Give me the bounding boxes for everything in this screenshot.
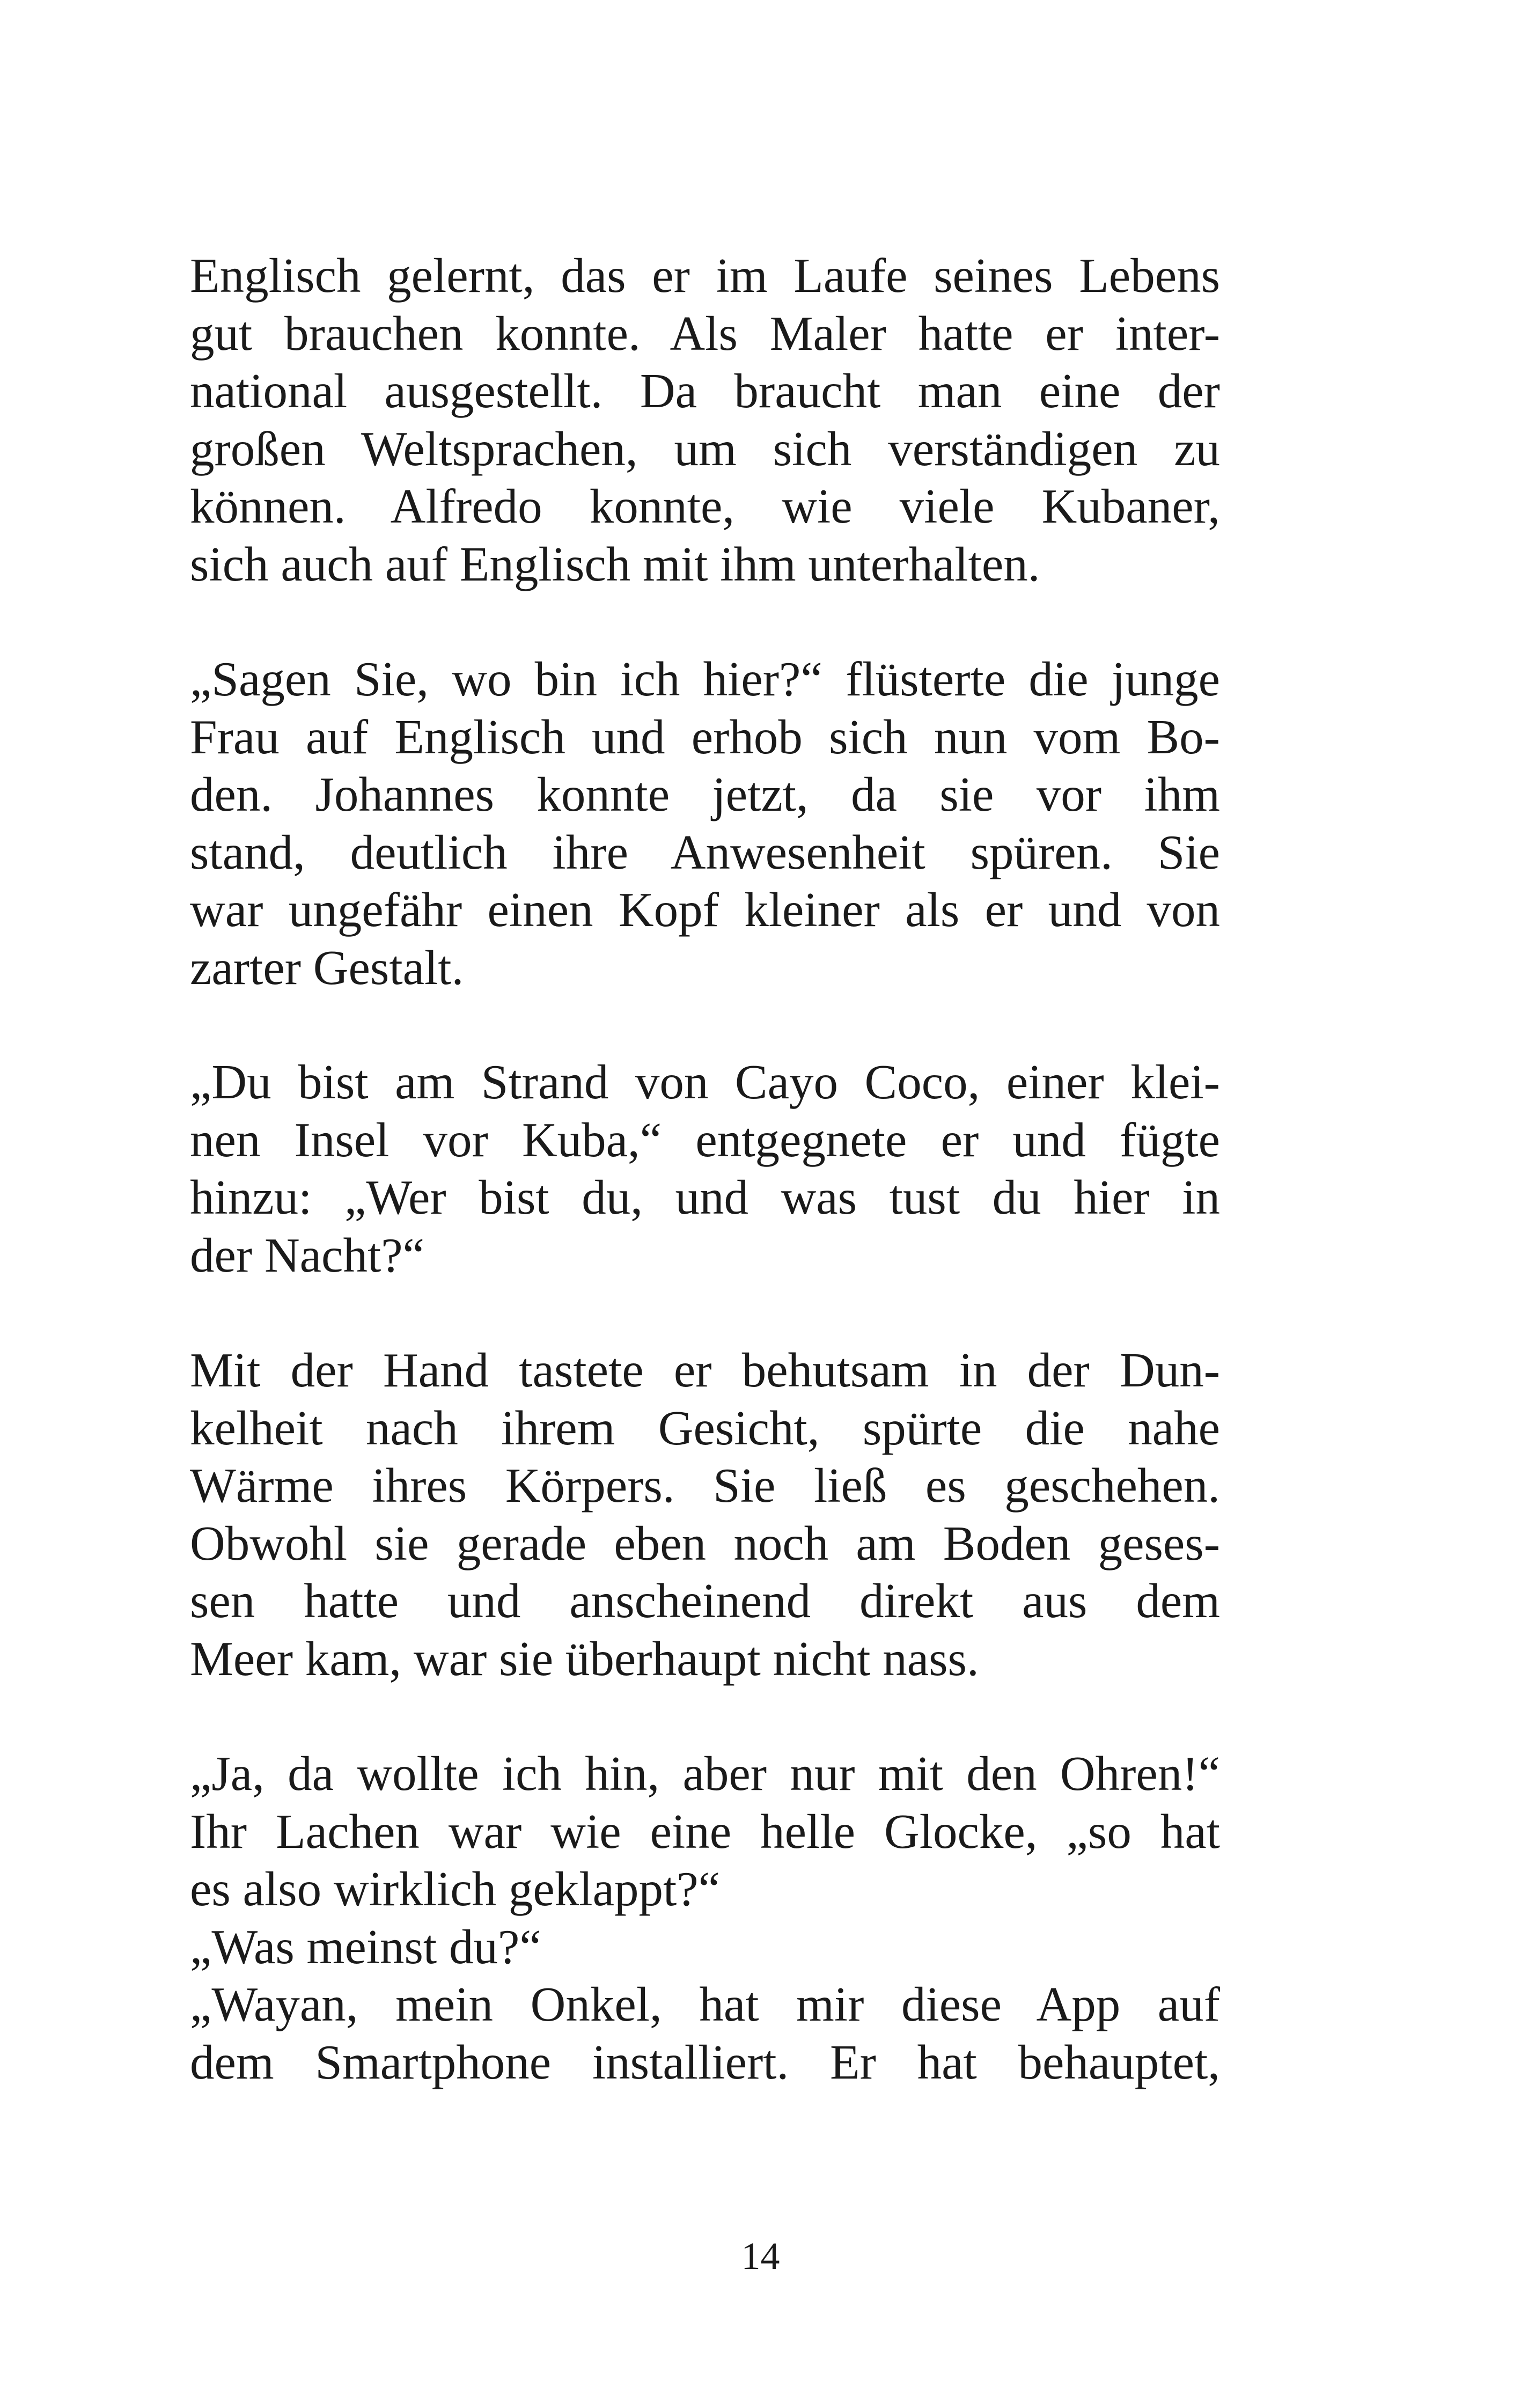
text-line: Obwohl sie gerade eben noch am Boden geses- [190,1516,1220,1570]
text-line: Meer kam, war sie überhaupt nicht nass. [190,1631,979,1686]
text-line: großen Weltsprachen, um sich verständigen zu [190,421,1220,476]
paragraph-1 [190,247,1220,593]
text-line: war ungefähr einen Kopf kleiner als er und von [190,883,1220,937]
text-line: es also wirklich geklappt?“ [190,1862,721,1916]
text-line: „Wayan, mein Onkel, hat mir diese App auf [190,1977,1220,2031]
paragraph-2 [190,650,1220,996]
text-line: nen Insel vor Kuba,“ entgegnete er und fügte [190,1112,1220,1167]
text-line: gut brauchen konnte. Als Maler hatte er inter- [190,306,1220,361]
page-number: 14 [741,2235,780,2278]
text-line: national ausgestellt. Da braucht man eine der [190,364,1220,418]
text-line: stand, deutlich ihre Anwesenheit spüren. Sie [190,825,1220,879]
text-line: den. Johannes konnte jetzt, da sie vor ihm [190,767,1220,821]
text-line: Mit der Hand tastete er behutsam in der Dun- [190,1343,1220,1397]
text-line: kelheit nach ihrem Gesicht, spürte die nahe [190,1400,1220,1455]
paragraph-3 [190,1053,1220,1284]
text-line: „Was meinst du?“ [190,1919,541,1974]
text-line: „Ja, da wollte ich hin, aber nur mit den Ohren!“ [190,1746,1220,1801]
text-line: hinzu: „Wer bist du, und was tust du hier in [190,1170,1220,1224]
text-line: dem Smartphone installiert. Er hat behauptet, [190,2035,1220,2089]
paragraph-5 [190,1745,1220,2091]
text-line: Wärme ihres Körpers. Sie ließ es geschehen. [190,1458,1220,1513]
text-line: „Du bist am Strand von Cayo Coco, einer klei- [190,1055,1220,1109]
text-line: sich auch auf Englisch mit ihm unterhalten. [190,537,1040,591]
text-line: sen hatte und anscheinend direkt aus dem [190,1574,1220,1628]
paragraph-4 [190,1341,1220,1687]
text-line: der Nacht?“ [190,1228,425,1282]
text-line: Frau auf Englisch und erhob sich nun vom Bo- [190,709,1220,764]
text-line: Ihr Lachen war wie eine helle Glocke, „so hat [190,1804,1220,1859]
text-line: können. Alfredo konnte, wie viele Kubaner, [190,479,1220,533]
text-line: Englisch gelernt, das er im Laufe seines Lebens [190,248,1220,303]
text-line: zarter Gestalt. [190,940,464,995]
text-line: „Sagen Sie, wo bin ich hier?“ flüsterte die junge [190,652,1220,706]
